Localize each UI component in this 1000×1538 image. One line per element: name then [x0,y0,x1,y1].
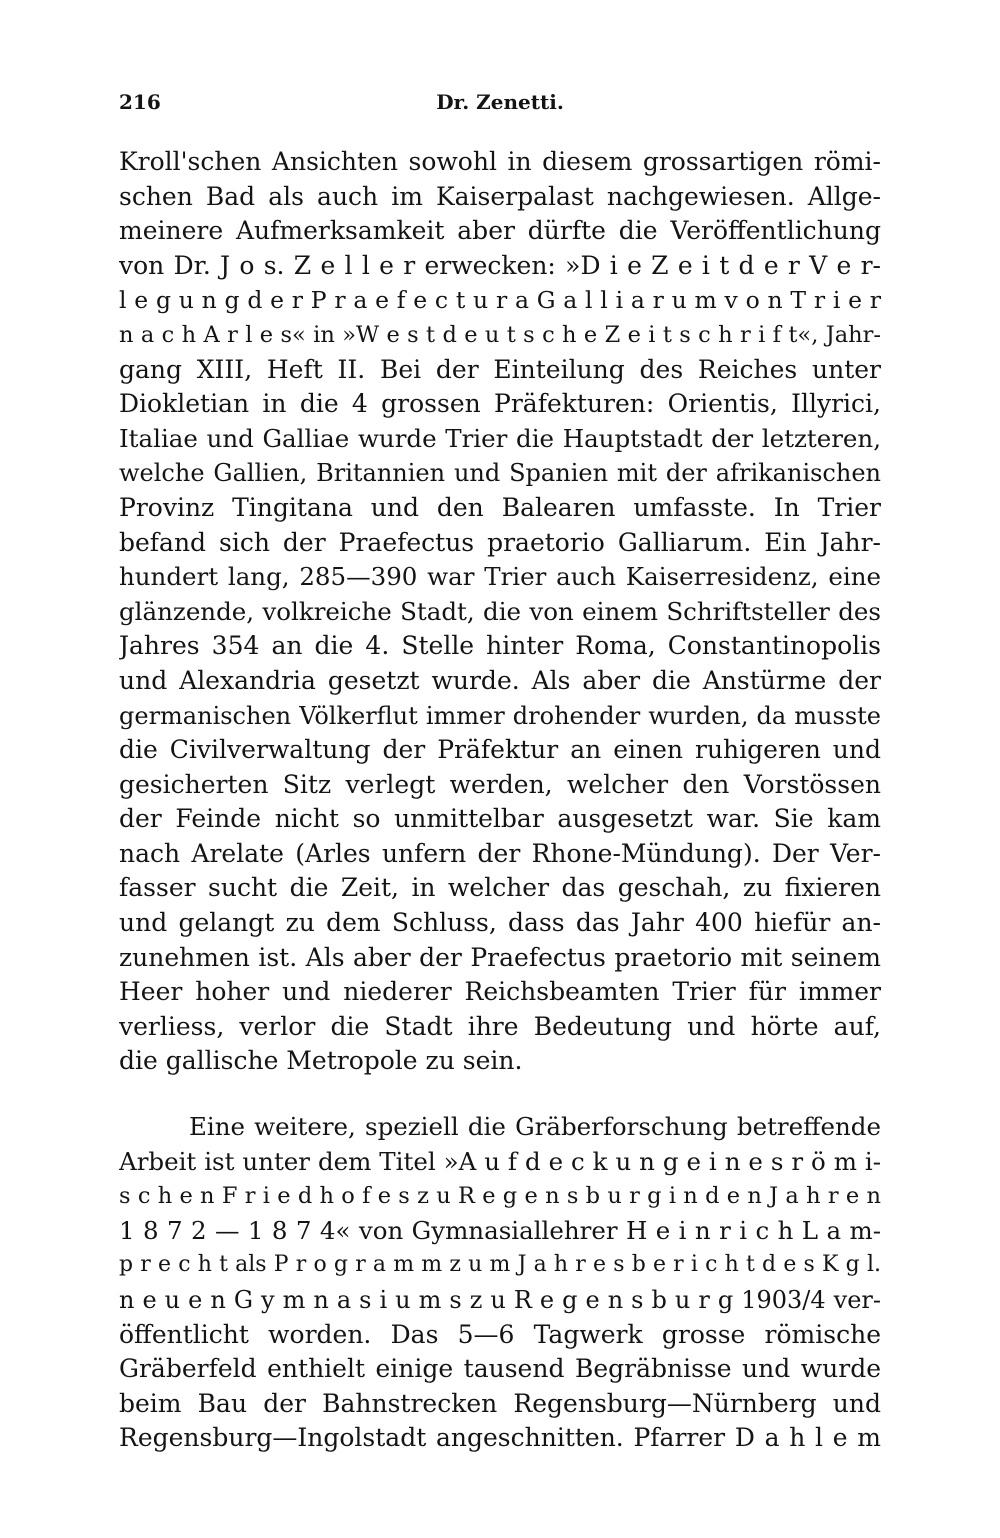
text-line: die gallische Metropole zu sein. [119,1046,523,1076]
text-line: schen Bad als auch im Kaiserpalast nachgewiesen. Allge- [119,181,881,211]
text-line: welche Gallien, Britannien und Spanien mit der afrikanischen [119,459,881,488]
paragraph-1 [119,145,881,1079]
text-line: germanischen Völkerflut immer drohender wurden, da musste [119,701,881,730]
text-line: öffentlicht worden. Das 5—6 Tagwerk grosse römische [119,1319,881,1349]
text-line: p r e c h t als P r o g r a m m z u m J a h r e s b e r i c h t d e s K g l. [119,1252,881,1278]
running-head [119,90,881,124]
text-line: Diokletian in die 4 grossen Präfekturen: Orientis, Illyrici, [119,389,881,419]
text-line: nach Arelate (Arles unfern der Rhone-Mündung). Der Ver- [119,838,881,868]
text-line: Kroll'schen Ansichten sowohl in diesem grossartigen römi- [119,147,881,176]
text-line: fasser sucht die Zeit, in welcher das geschah, zu fixieren [119,873,881,903]
text-line: Jahres 354 an die 4. Stelle hinter Roma, Constantinopolis [119,631,881,661]
text-line: und gelangt zu dem Schluss, dass das Jahr 400 hiefür an- [119,908,881,938]
text-line: von Dr. J o s. Z e l l e r erwecken: »D i e Z e i t d e r V e r- [119,250,881,280]
text-line: und Alexandria gesetzt wurde. Als aber die Anstürme der [119,665,881,695]
text-line: beim Bau der Bahnstrecken Regensburg—Nürnberg und [119,1388,881,1418]
text-line: befand sich der Praefectus praetorio Galliarum. Ein Jahr- [119,527,881,557]
paragraph-spacer [119,1079,881,1110]
text-line: der Feinde nicht so unmittelbar ausgesetzt war. Sie kam [119,804,881,834]
text-line: gesicherten Sitz verlegt werden, welcher den Vorstössen [119,769,881,799]
text-line: zunehmen ist. Als aber der Praefectus praetorio mit seinem [119,942,881,972]
text-line: Arbeit ist unter dem Titel »A u f d e c k u n g e i n e s r ö m i- [119,1146,881,1176]
text-line: meinere Aufmerksamkeit aber dürfte die Veröffentlichung [119,216,881,246]
text-line: die Civilverwaltung der Präfektur an einen ruhigeren und [119,735,881,765]
text-line: s c h e n F r i e d h o f e s z u R e g e n s b u r g i n d e n J a h r e n [119,1183,881,1210]
text-line: Heer hoher und niederer Reichsbeamten Trier für immer [119,977,881,1007]
text-line: Italiae und Galliae wurde Trier die Hauptstadt der letzteren, [119,423,881,453]
body-text [119,145,881,1456]
text-line: gang XIII, Heft II. Bei der Einteilung des Reiches unter [119,354,881,384]
running-title: Dr. Zenetti. [436,90,564,114]
text-line: Provinz Tingitana und den Balearen umfasste. In Trier [119,492,881,522]
paragraph-2 [119,1110,881,1456]
text-line: l e g u n g d e r P r a e f e c t u r a G a l l i a r u m v o n T r i e r [119,286,881,315]
text-line: 1 8 7 2 — 1 8 7 4« von Gymnasiallehrer H e i n r i c h L a m- [119,1215,881,1245]
page-number: 216 [119,90,161,114]
text-line: glänzende, volkreiche Stadt, die von einem Schriftsteller des [119,596,881,626]
text-line: Regensburg—Ingolstadt angeschnitten. Pfarrer D a h l e m [119,1423,881,1453]
text-line: Eine weitere, speziell die Gräberforschung betreffende [189,1112,881,1142]
text-line: n e u e n G y m n a s i u m s z u R e g e n s b u r g 1903/4 ver- [119,1286,881,1314]
text-line: n a c h A r l e s« in »W e s t d e u t s c h e Z e i t s c h r i f t«, Jahr- [119,321,881,348]
text-line: Gräberfeld enthielt einige tausend Begräbnisse und wurde [119,1354,881,1384]
text-line: verliess, verlor die Stadt ihre Bedeutung und hörte auf, [119,1011,881,1041]
text-line: hundert lang, 285—390 war Trier auch Kaiserresidenz, eine [119,562,881,592]
